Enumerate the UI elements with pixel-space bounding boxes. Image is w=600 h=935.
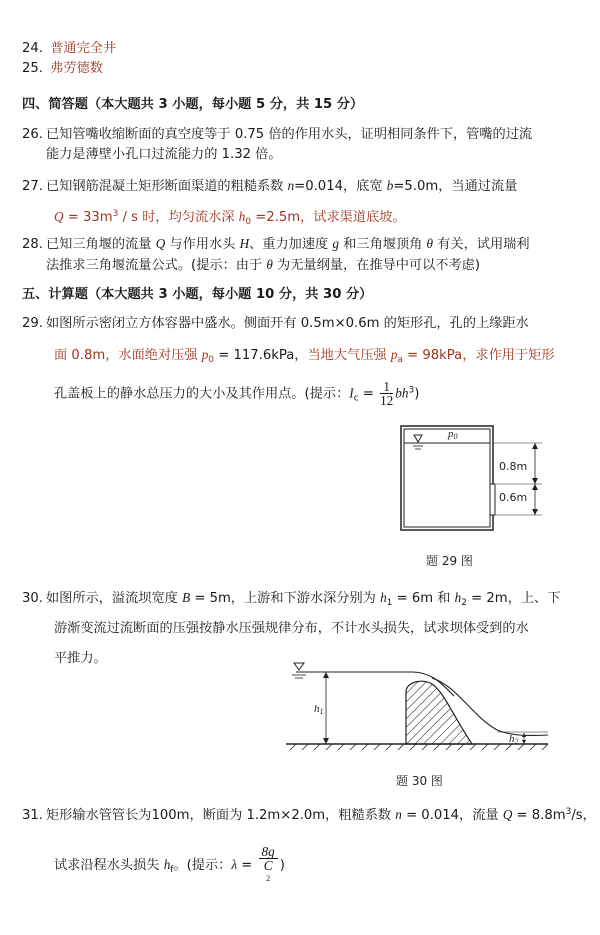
item-number: 24. <box>22 41 43 56</box>
question-text: = 117.6kPa， <box>214 348 308 363</box>
symbol-H: H <box>239 236 250 251</box>
subscript: c <box>353 393 359 404</box>
question-text: = 98kPa <box>402 348 463 363</box>
subscript: 0 <box>453 432 458 441</box>
symbol-n: n <box>287 178 295 193</box>
superscript: 3 <box>112 209 119 219</box>
figure-29-caption: 题 29 图 <box>426 554 473 568</box>
question-number: 27. <box>22 179 43 194</box>
question-text: =0.014，底宽 <box>294 179 387 194</box>
question-text: 。(提示： <box>173 858 232 873</box>
container-inner-wall <box>404 429 490 527</box>
label-text: h <box>509 733 515 745</box>
p0-label <box>448 428 458 441</box>
question-text: 当地大气压强 <box>307 348 391 363</box>
dam-body <box>406 681 472 744</box>
question-text: =2.5m，试求渠道底坡。 <box>251 210 406 225</box>
fraction <box>380 380 393 407</box>
symbol-theta: θ <box>266 257 273 272</box>
symbol-n: n <box>395 807 402 822</box>
symbol-h: h <box>380 590 387 605</box>
container-outer-wall <box>401 426 493 530</box>
water-level-triangle-icon <box>294 663 304 670</box>
question-text: 面 0.8m，水面绝对压强 <box>54 348 202 363</box>
symbol-b: b <box>386 178 394 193</box>
label-text: h <box>314 703 320 715</box>
question-31-line-2: 试求沿程水头损失 $h_f$。(提示：λ = 8g C 2 ) <box>54 844 285 883</box>
question-text: 已知三角堰的流量 <box>46 237 156 252</box>
subscript: 2 <box>514 737 519 746</box>
question-text: 法推求三角堰流量公式。(提示：由于 <box>46 258 267 273</box>
symbol-Q: Q <box>155 236 166 251</box>
question-text: ，求作用于矩形 <box>462 348 555 363</box>
symbol-theta: θ <box>426 236 434 251</box>
answer-text: 普通完全井 <box>50 41 117 56</box>
subscript: 2 <box>461 598 467 608</box>
symbol-bh: bh <box>395 385 409 401</box>
question-28-line-2 <box>46 256 480 275</box>
symbol-Q: Q <box>502 807 513 822</box>
symbol-h: h <box>454 590 462 605</box>
question-number: 28. <box>22 237 43 252</box>
fraction-numerator: 1 <box>380 380 393 394</box>
question-28-line-1 <box>22 235 530 254</box>
question-text: = 33m <box>63 210 113 225</box>
question-number: 26. <box>22 127 43 142</box>
symbol-I: I <box>349 385 354 401</box>
question-text: 已知钢筋混凝土矩形断面渠道的粗糙系数 <box>46 179 288 194</box>
question-text: = 6m 和 <box>392 591 455 606</box>
question-text: 有关，试用瑞利 <box>433 237 530 252</box>
fraction-numerator: 8g <box>259 845 278 859</box>
figure-30-caption: 题 30 图 <box>396 774 443 788</box>
section-heading-calculation: 五、计算题（本大题共 3 小题，每小题 10 分，共 30 分） <box>22 287 373 302</box>
subscript: a <box>397 355 403 365</box>
answer-text: 弗劳德数 <box>50 61 103 76</box>
question-29-line-1 <box>22 315 529 333</box>
fraction-denominator: C <box>263 858 273 873</box>
superscript: 3 <box>565 807 572 817</box>
rectangular-hole-cover <box>490 484 495 515</box>
figure-29-container-diagram <box>392 418 552 538</box>
subscript: 1 <box>319 707 324 716</box>
question-30-line-2: 游渐变流过流断面的压强按静水压强规律分布，不计水头损失，试求坝体受到的水 <box>54 621 529 636</box>
question-text: = 8.8m <box>512 808 566 823</box>
subscript: 0 <box>208 355 215 365</box>
question-text: 矩形输水管管长为100m，断面为 1.2m×2.0m，粗糙系数 <box>46 808 396 823</box>
question-text: = 0.014，流量 <box>401 808 503 823</box>
superscript: 2 <box>266 874 271 883</box>
subscript: f <box>170 865 174 875</box>
superscript: 3 <box>408 385 415 396</box>
question-27-line-2 <box>54 205 406 231</box>
question-26-line-2: 能力是薄壁小孔口过流能力的 1.32 倍。 <box>46 147 282 162</box>
dimension-label-0-8m: 0.8m <box>499 460 528 473</box>
question-text: ) <box>414 386 420 402</box>
subscript: 0 <box>245 217 252 227</box>
question-text: / s 时，均匀流水深 <box>118 210 239 225</box>
question-30-line-3: 平推力。 <box>54 651 107 666</box>
h2-label <box>509 733 519 746</box>
symbol-h: h <box>163 857 171 872</box>
question-text: = 2m，上、下 <box>466 591 561 606</box>
question-number: 30. <box>22 591 43 606</box>
question-text: /s， <box>571 808 596 823</box>
fraction <box>259 845 278 885</box>
question-number: 29. <box>22 316 43 331</box>
symbol-lambda: λ <box>231 857 238 872</box>
symbol-Q: Q <box>54 209 64 224</box>
dimension-label-0-6m: 0.6m <box>499 491 528 504</box>
question-text: 和三角堰顶角 <box>339 237 427 252</box>
h1-label <box>314 703 324 716</box>
item-number: 25. <box>22 61 43 76</box>
question-text: 为无量纲量，在推导中可以不考虑) <box>272 258 480 273</box>
item-24 <box>22 40 116 58</box>
symbol-p: p <box>390 347 398 362</box>
section-heading-short-answer: 四、简答题（本大题共 3 小题，每小题 5 分，共 15 分） <box>22 97 364 112</box>
water-level-triangle-icon <box>414 435 422 442</box>
question-text: 试求沿程水头损失 <box>54 858 164 873</box>
question-29-line-2 <box>54 346 555 369</box>
fraction-denominator: 12 <box>380 393 394 408</box>
symbol-h: h <box>238 209 246 224</box>
question-31-line-1 <box>22 803 596 825</box>
symbol-p: p <box>201 347 209 362</box>
question-text: 孔盖板上的静水总压力的大小及其作用点。(提示： <box>54 386 350 402</box>
question-26-line-1 <box>22 126 532 144</box>
question-29-line-3: 孔盖板上的静水总压力的大小及其作用点。(提示：$I_c$ = $\frac{1}{12}$ $bh^3$) <box>54 379 420 408</box>
symbol-g: g <box>332 236 340 251</box>
question-text: =5.0m，当通过流量 <box>393 179 518 194</box>
question-text: ) <box>279 858 285 873</box>
question-27-line-1 <box>22 177 517 196</box>
question-text: = 5m，上游和下游水深分别为 <box>190 591 381 606</box>
question-text: 如图所示密闭立方体容器中盛水。侧面开有 0.5m×0.6m 的矩形孔，孔的上缘距水 <box>46 316 529 331</box>
question-text: 如图所示，溢流坝宽度 <box>46 591 183 606</box>
question-text: 、重力加速度 <box>249 237 333 252</box>
question-text: 已知管嘴收缩断面的真空度等于 0.75 倍的作用水头，证明相同条件下，管嘴的过流 <box>46 127 533 142</box>
item-25 <box>22 60 103 78</box>
question-30-line-1 <box>22 589 560 612</box>
question-number: 31. <box>22 808 43 823</box>
question-text: 与作用水头 <box>165 237 240 252</box>
symbol-B: B <box>182 590 191 605</box>
label-text: p <box>448 428 454 440</box>
subscript: 1 <box>386 598 393 608</box>
